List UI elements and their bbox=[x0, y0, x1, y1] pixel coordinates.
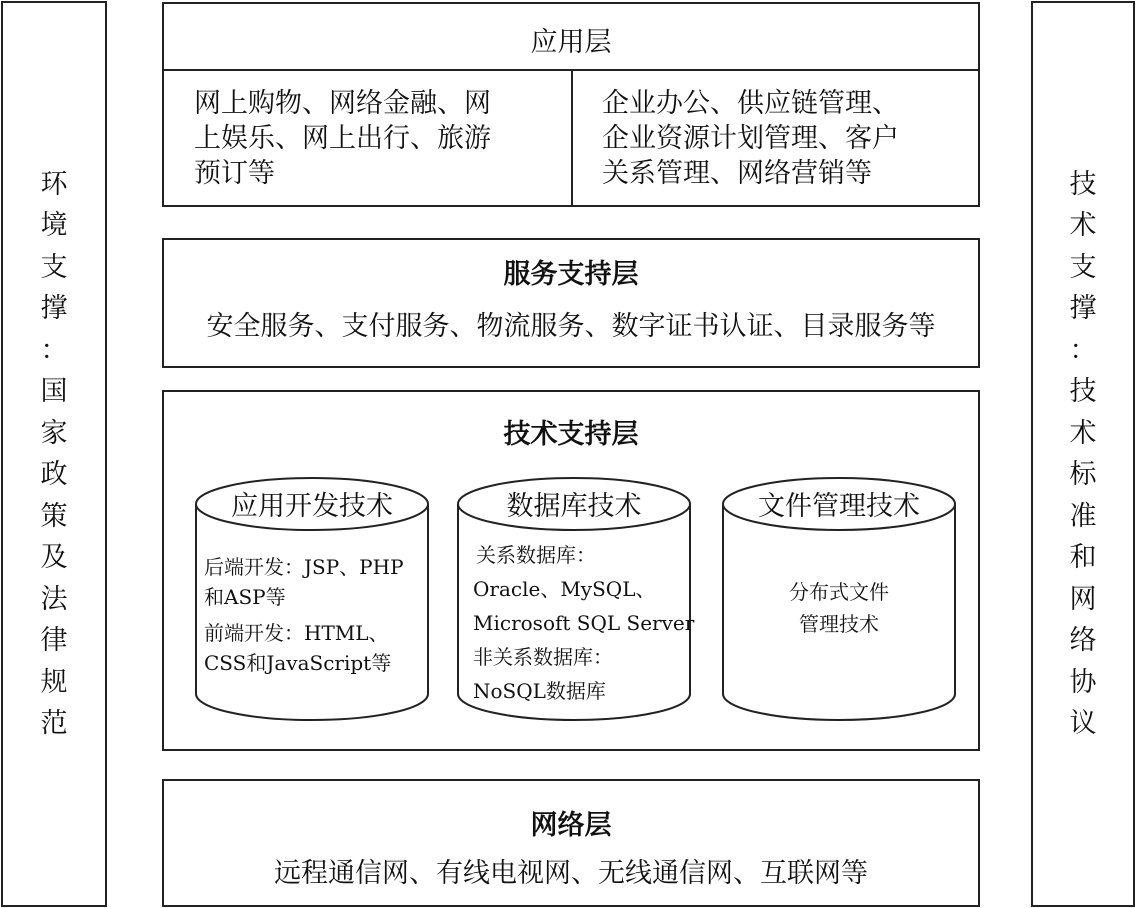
left-pillar-char: 家 bbox=[40, 417, 68, 449]
right-pillar-char: 术 bbox=[1069, 210, 1097, 241]
left-pillar-char: 环 bbox=[40, 168, 68, 200]
right-pillar-char: 和 bbox=[1069, 542, 1097, 573]
service-support-layer-title: 服务支持层 bbox=[503, 259, 639, 290]
cylinder-line: 前端开发：HTML、 bbox=[204, 621, 389, 645]
left-pillar-char: 范 bbox=[40, 708, 68, 739]
left-pillar-char: 境 bbox=[40, 210, 68, 241]
application-layer-title: 应用层 bbox=[530, 27, 612, 58]
right-pillar-char: 标 bbox=[1069, 459, 1097, 490]
right-pillar-char: 网 bbox=[1069, 583, 1097, 615]
left-pillar-char: 法 bbox=[40, 583, 68, 615]
application-development-details bbox=[204, 552, 404, 678]
application-layer-consumer-apps bbox=[194, 86, 491, 191]
right-pillar-char: 议 bbox=[1069, 708, 1097, 739]
consumer-apps-line: 上娱乐、网上出行、旅游 bbox=[194, 123, 491, 154]
application-layer-enterprise-apps bbox=[602, 86, 899, 191]
cylinder-line: 管理技术 bbox=[799, 612, 879, 636]
right-pillar-char: ： bbox=[1069, 334, 1097, 366]
left-pillar-char: 支 bbox=[40, 251, 68, 283]
left-pillar-text bbox=[41, 164, 68, 745]
cylinder-line: Microsoft SQL Server bbox=[473, 611, 695, 635]
cylinder-line: 非关系数据库： bbox=[473, 645, 613, 669]
network-layer-text: 远程通信网、有线电视网、无线通信网、互联网等 bbox=[274, 858, 868, 889]
network-layer-title: 网络层 bbox=[530, 810, 612, 841]
right-pillar-char: 撑 bbox=[1069, 293, 1097, 324]
technical-support-layer-title: 技术支持层 bbox=[503, 419, 639, 450]
left-pillar-char: 政 bbox=[40, 459, 68, 490]
right-pillar-char: 协 bbox=[1069, 666, 1097, 698]
right-pillar-technical-support bbox=[1031, 1, 1135, 907]
cylinder-line: 关系数据库： bbox=[476, 543, 596, 567]
file-management-cylinder bbox=[722, 476, 956, 722]
left-pillar-char: 及 bbox=[40, 542, 68, 573]
left-pillar-char: 律 bbox=[40, 625, 68, 656]
cylinder-line: 和ASP等 bbox=[204, 585, 286, 609]
right-pillar-text bbox=[1070, 164, 1097, 745]
service-support-layer bbox=[162, 238, 980, 368]
right-pillar-char: 支 bbox=[1069, 251, 1097, 283]
right-pillar-char: 技 bbox=[1069, 376, 1097, 407]
right-pillar-char: 准 bbox=[1069, 500, 1097, 532]
left-pillar-char: 规 bbox=[40, 666, 68, 698]
consumer-apps-line: 网上购物、网络金融、网 bbox=[194, 88, 491, 119]
right-pillar-char: 术 bbox=[1069, 417, 1097, 449]
file-management-title: 文件管理技术 bbox=[758, 491, 920, 522]
left-pillar-environment-support bbox=[1, 1, 107, 907]
cylinder-line: 后端开发：JSP、PHP bbox=[204, 555, 404, 579]
enterprise-apps-line: 关系管理、网络营销等 bbox=[602, 158, 872, 189]
database-technology-details bbox=[473, 538, 694, 708]
network-layer bbox=[162, 779, 980, 907]
technical-support-layer bbox=[162, 390, 980, 751]
right-pillar-char: 络 bbox=[1069, 625, 1097, 656]
cylinder-line: NoSQL数据库 bbox=[473, 679, 606, 703]
cylinder-line: 分布式文件 bbox=[789, 580, 889, 604]
application-layer-column-divider bbox=[571, 69, 573, 205]
service-support-layer-text: 安全服务、支付服务、物流服务、数字证书认证、目录服务等 bbox=[206, 311, 936, 342]
consumer-apps-line: 预订等 bbox=[194, 158, 275, 189]
database-technology-title: 数据库技术 bbox=[506, 491, 642, 522]
left-pillar-char: 国 bbox=[40, 376, 68, 407]
application-development-cylinder bbox=[195, 476, 429, 722]
left-pillar-char: 撑 bbox=[40, 293, 68, 324]
cylinder-line: CSS和JavaScript等 bbox=[204, 651, 392, 675]
application-layer bbox=[162, 2, 980, 207]
file-management-details bbox=[722, 576, 956, 640]
application-development-title: 应用开发技术 bbox=[231, 491, 393, 522]
right-pillar-char: 技 bbox=[1069, 168, 1097, 200]
left-pillar-char: 策 bbox=[40, 500, 68, 532]
enterprise-apps-line: 企业办公、供应链管理、 bbox=[602, 88, 899, 119]
enterprise-apps-line: 企业资源计划管理、客户 bbox=[602, 123, 899, 154]
left-pillar-char: ： bbox=[40, 334, 68, 366]
cylinder-line: Oracle、MySQL、 bbox=[473, 577, 656, 601]
database-technology-cylinder bbox=[457, 476, 695, 722]
